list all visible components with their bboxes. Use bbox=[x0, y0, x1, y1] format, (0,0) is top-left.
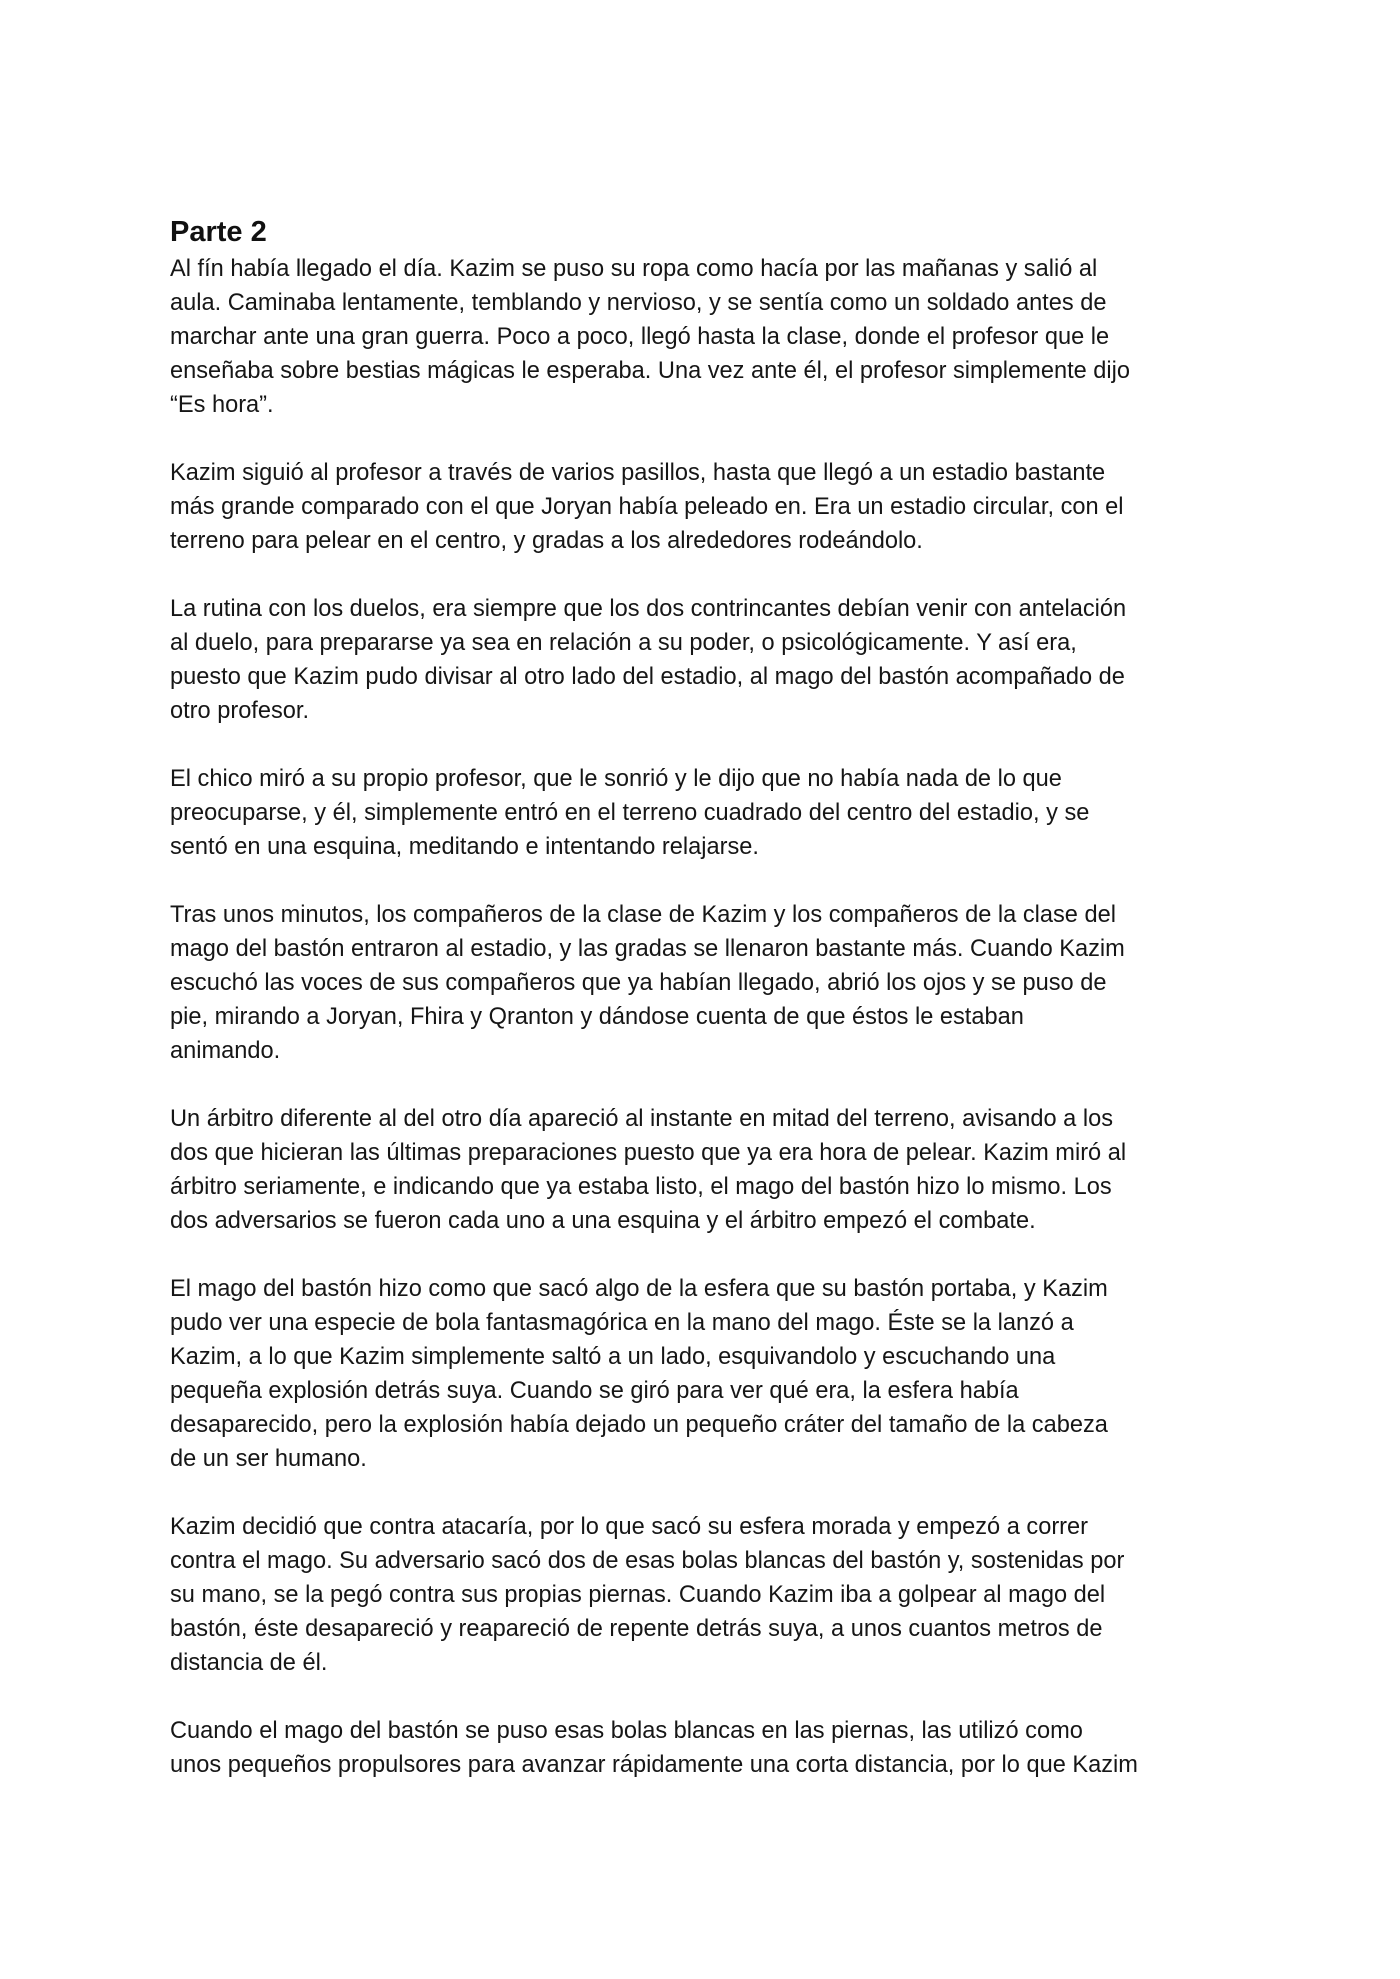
text-line: Cuando el mago del bastón se puso esas bolas blancas en las piernas, las utilizó como bbox=[170, 1718, 1083, 1744]
text-line: dos que hicieran las últimas preparaciones puesto que ya era hora de pelear. Kazim miró al bbox=[170, 1140, 1127, 1166]
text-line: enseñaba sobre bestias mágicas le esperaba. Una vez ante él, el profesor simplemente dijo bbox=[170, 358, 1131, 384]
paragraph bbox=[170, 456, 1245, 558]
text-line: otro profesor. bbox=[170, 698, 310, 724]
text-line: puesto que Kazim pudo divisar al otro lado del estadio, al mago del bastón acompañado de bbox=[170, 664, 1125, 690]
paragraph bbox=[170, 592, 1245, 728]
text-line: animando. bbox=[170, 1038, 281, 1064]
text-line: Kazim decidió que contra atacaría, por lo que sacó su esfera morada y empezó a correr bbox=[170, 1514, 1089, 1540]
text-line: contra el mago. Su adversario sacó dos de esas bolas blancas del bastón y, sostenidas por bbox=[170, 1548, 1125, 1574]
text-line: El mago del bastón hizo como que sacó algo de la esfera que su bastón portaba, y Kazim bbox=[170, 1276, 1108, 1302]
text-line: distancia de él. bbox=[170, 1650, 328, 1676]
text-line: mago del bastón entraron al estadio, y las gradas se llenaron bastante más. Cuando Kazim bbox=[170, 936, 1125, 962]
text-line: El chico miró a su propio profesor, que le sonrió y le dijo que no había nada de lo que bbox=[170, 766, 1062, 792]
chapter-title: Parte 2 bbox=[170, 216, 267, 248]
text-line: preocuparse, y él, simplemente entró en el terreno cuadrado del centro del estadio, y se bbox=[170, 800, 1090, 826]
text-line: Un árbitro diferente al del otro día apareció al instante en mitad del terreno, avisando a los bbox=[170, 1106, 1114, 1132]
text-line: de un ser humano. bbox=[170, 1446, 367, 1472]
text-line: pudo ver una especie de bola fantasmagórica en la mano del mago. Éste se la lanzó a bbox=[170, 1310, 1074, 1336]
text-line: marchar ante una gran guerra. Poco a poco, llegó hasta la clase, donde el profesor que le bbox=[170, 324, 1110, 350]
text-line: árbitro seriamente, e indicando que ya estaba listo, el mago del bastón hizo lo mismo. Los bbox=[170, 1174, 1112, 1200]
text-line: terreno para pelear en el centro, y gradas a los alrededores rodeándolo. bbox=[170, 528, 923, 554]
text-line: bastón, éste desapareció y reapareció de repente detrás suya, a unos cuantos metros de bbox=[170, 1616, 1103, 1642]
paragraph bbox=[170, 1272, 1245, 1476]
paragraph-list bbox=[170, 252, 1245, 1782]
paragraph bbox=[170, 762, 1245, 864]
text-line: unos pequeños propulsores para avanzar rápidamente una corta distancia, por lo que Kazim bbox=[170, 1752, 1138, 1778]
paragraph bbox=[170, 1510, 1245, 1680]
text-line: más grande comparado con el que Joryan había peleado en. Era un estadio circular, con el bbox=[170, 494, 1124, 520]
text-line: aula. Caminaba lentamente, temblando y nervioso, y se sentía como un soldado antes de bbox=[170, 290, 1107, 316]
text-line: pie, mirando a Joryan, Fhira y Qranton y dándose cuenta de que éstos le estaban bbox=[170, 1004, 1024, 1030]
paragraph bbox=[170, 1102, 1245, 1238]
text-line: su mano, se la pegó contra sus propias piernas. Cuando Kazim iba a golpear al mago del bbox=[170, 1582, 1106, 1608]
paragraph bbox=[170, 252, 1245, 422]
text-line: escuchó las voces de sus compañeros que ya habían llegado, abrió los ojos y se puso de bbox=[170, 970, 1107, 996]
paragraph bbox=[170, 1714, 1245, 1782]
text-line: pequeña explosión detrás suya. Cuando se giró para ver qué era, la esfera había bbox=[170, 1378, 1019, 1404]
text-line: Tras unos minutos, los compañeros de la clase de Kazim y los compañeros de la clase del bbox=[170, 902, 1116, 928]
text-line: Al fín había llegado el día. Kazim se puso su ropa como hacía por las mañanas y salió al bbox=[170, 256, 1098, 282]
text-line: sentó en una esquina, meditando e intentando relajarse. bbox=[170, 834, 759, 860]
text-line: “Es hora”. bbox=[170, 392, 274, 418]
text-line: al duelo, para prepararse ya sea en relación a su poder, o psicológicamente. Y así era, bbox=[170, 630, 1077, 656]
text-line: dos adversarios se fueron cada uno a una esquina y el árbitro empezó el combate. bbox=[170, 1208, 1036, 1234]
text-line: Kazim, a lo que Kazim simplemente saltó a un lado, esquivandolo y escuchando una bbox=[170, 1344, 1056, 1370]
text-line: desaparecido, pero la explosión había dejado un pequeño cráter del tamaño de la cabeza bbox=[170, 1412, 1108, 1438]
text-line: La rutina con los duelos, era siempre que los dos contrincantes debían venir con antelación bbox=[170, 596, 1127, 622]
paragraph bbox=[170, 898, 1245, 1068]
document-body bbox=[170, 212, 1245, 1782]
text-line: Kazim siguió al profesor a través de varios pasillos, hasta que llegó a un estadio bastante bbox=[170, 460, 1106, 486]
